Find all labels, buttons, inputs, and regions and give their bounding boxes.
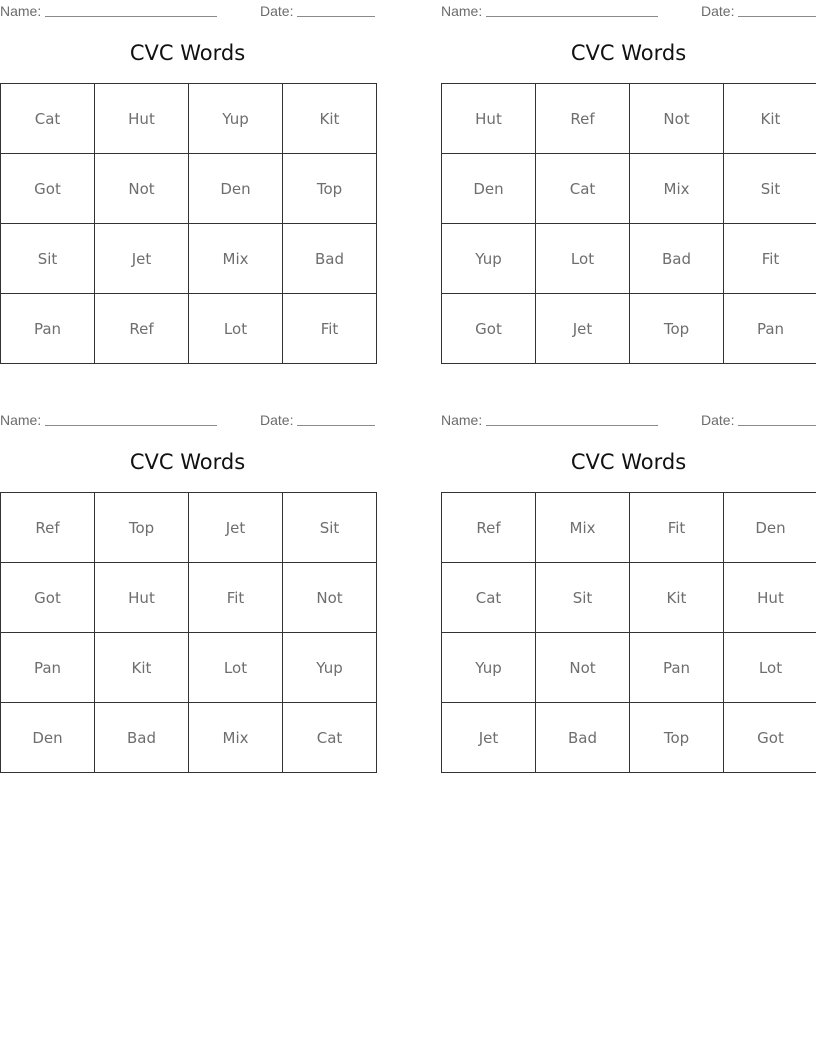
grid-row bbox=[1, 563, 377, 633]
word-cell: Top bbox=[95, 493, 189, 563]
word-cell: Cat bbox=[442, 563, 536, 633]
grid-row bbox=[1, 154, 377, 224]
word-cell: Den bbox=[724, 493, 816, 563]
word-cell: Ref bbox=[442, 493, 536, 563]
word-cell: Yup bbox=[189, 84, 283, 154]
grid-row bbox=[442, 633, 816, 703]
word-cell: Jet bbox=[536, 294, 630, 364]
word-cell: Yup bbox=[283, 633, 377, 703]
word-cell: Pan bbox=[630, 633, 724, 703]
word-cell: Bad bbox=[536, 703, 630, 773]
date-label: Date: bbox=[260, 412, 294, 428]
word-cell: Top bbox=[630, 703, 724, 773]
word-cell: Cat bbox=[536, 154, 630, 224]
word-cell: Ref bbox=[536, 84, 630, 154]
date-label: Date: bbox=[260, 3, 294, 19]
card-title: CVC Words bbox=[129, 41, 246, 65]
word-cell: Lot bbox=[189, 633, 283, 703]
date-label: Date: bbox=[701, 3, 735, 19]
word-cell: Ref bbox=[1, 493, 95, 563]
word-cell: Kit bbox=[724, 84, 816, 154]
word-grid bbox=[441, 83, 816, 364]
card-header bbox=[0, 3, 375, 19]
word-cell: Hut bbox=[95, 563, 189, 633]
word-cell: Not bbox=[283, 563, 377, 633]
word-cell: Got bbox=[1, 154, 95, 224]
word-cell: Yup bbox=[442, 224, 536, 294]
name-blank-line[interactable] bbox=[45, 425, 217, 426]
grid-row bbox=[442, 493, 816, 563]
word-cell: Jet bbox=[189, 493, 283, 563]
grid-row bbox=[1, 224, 377, 294]
word-cell: Not bbox=[95, 154, 189, 224]
word-cell: Fit bbox=[189, 563, 283, 633]
word-cell: Ref bbox=[95, 294, 189, 364]
word-cell: Pan bbox=[1, 633, 95, 703]
word-cell: Mix bbox=[536, 493, 630, 563]
bingo-card bbox=[0, 409, 375, 782]
grid-row bbox=[1, 84, 377, 154]
grid-row bbox=[442, 224, 816, 294]
bingo-card bbox=[441, 0, 816, 373]
date-blank-line[interactable] bbox=[738, 16, 816, 17]
word-cell: Lot bbox=[724, 633, 816, 703]
word-cell: Fit bbox=[630, 493, 724, 563]
word-cell: Hut bbox=[95, 84, 189, 154]
word-cell: Jet bbox=[95, 224, 189, 294]
date-blank-line[interactable] bbox=[297, 16, 375, 17]
word-cell: Kit bbox=[283, 84, 377, 154]
bingo-card bbox=[441, 409, 816, 782]
bingo-card bbox=[0, 0, 375, 373]
word-cell: Pan bbox=[724, 294, 816, 364]
grid-row bbox=[1, 703, 377, 773]
word-cell: Den bbox=[189, 154, 283, 224]
grid-row bbox=[442, 294, 816, 364]
word-cell: Fit bbox=[724, 224, 816, 294]
word-cell: Lot bbox=[189, 294, 283, 364]
word-cell: Bad bbox=[283, 224, 377, 294]
word-cell: Top bbox=[283, 154, 377, 224]
word-cell: Fit bbox=[283, 294, 377, 364]
word-cell: Yup bbox=[442, 633, 536, 703]
card-title: CVC Words bbox=[570, 41, 687, 65]
name-label: Name: bbox=[441, 3, 483, 19]
word-cell: Got bbox=[724, 703, 816, 773]
word-cell: Mix bbox=[630, 154, 724, 224]
word-grid bbox=[441, 492, 816, 773]
date-blank-line[interactable] bbox=[738, 425, 816, 426]
word-cell: Got bbox=[1, 563, 95, 633]
word-cell: Cat bbox=[283, 703, 377, 773]
date-label: Date: bbox=[701, 412, 735, 428]
word-grid bbox=[0, 83, 377, 364]
word-cell: Jet bbox=[442, 703, 536, 773]
grid-row bbox=[442, 703, 816, 773]
word-cell: Sit bbox=[724, 154, 816, 224]
word-cell: Got bbox=[442, 294, 536, 364]
word-cell: Cat bbox=[1, 84, 95, 154]
word-cell: Not bbox=[630, 84, 724, 154]
word-cell: Den bbox=[442, 154, 536, 224]
name-label: Name: bbox=[441, 412, 483, 428]
word-cell: Bad bbox=[630, 224, 724, 294]
card-header bbox=[0, 412, 375, 428]
grid-row bbox=[442, 563, 816, 633]
word-cell: Den bbox=[1, 703, 95, 773]
word-cell: Sit bbox=[536, 563, 630, 633]
word-cell: Mix bbox=[189, 224, 283, 294]
name-blank-line[interactable] bbox=[486, 16, 658, 17]
date-blank-line[interactable] bbox=[297, 425, 375, 426]
word-cell: Sit bbox=[1, 224, 95, 294]
grid-row bbox=[442, 84, 816, 154]
name-label: Name: bbox=[0, 3, 42, 19]
card-title: CVC Words bbox=[570, 450, 687, 474]
word-cell: Top bbox=[630, 294, 724, 364]
name-blank-line[interactable] bbox=[486, 425, 658, 426]
grid-row bbox=[1, 294, 377, 364]
word-cell: Kit bbox=[630, 563, 724, 633]
word-cell: Mix bbox=[189, 703, 283, 773]
grid-row bbox=[442, 154, 816, 224]
word-grid bbox=[0, 492, 377, 773]
word-cell: Pan bbox=[1, 294, 95, 364]
word-cell: Kit bbox=[95, 633, 189, 703]
word-cell: Hut bbox=[442, 84, 536, 154]
card-title: CVC Words bbox=[129, 450, 246, 474]
grid-row bbox=[1, 493, 377, 563]
word-cell: Sit bbox=[283, 493, 377, 563]
name-blank-line[interactable] bbox=[45, 16, 217, 17]
card-header bbox=[441, 3, 816, 19]
card-header bbox=[441, 412, 816, 428]
word-cell: Bad bbox=[95, 703, 189, 773]
word-cell: Not bbox=[536, 633, 630, 703]
word-cell: Lot bbox=[536, 224, 630, 294]
grid-row bbox=[1, 633, 377, 703]
word-cell: Hut bbox=[724, 563, 816, 633]
name-label: Name: bbox=[0, 412, 42, 428]
